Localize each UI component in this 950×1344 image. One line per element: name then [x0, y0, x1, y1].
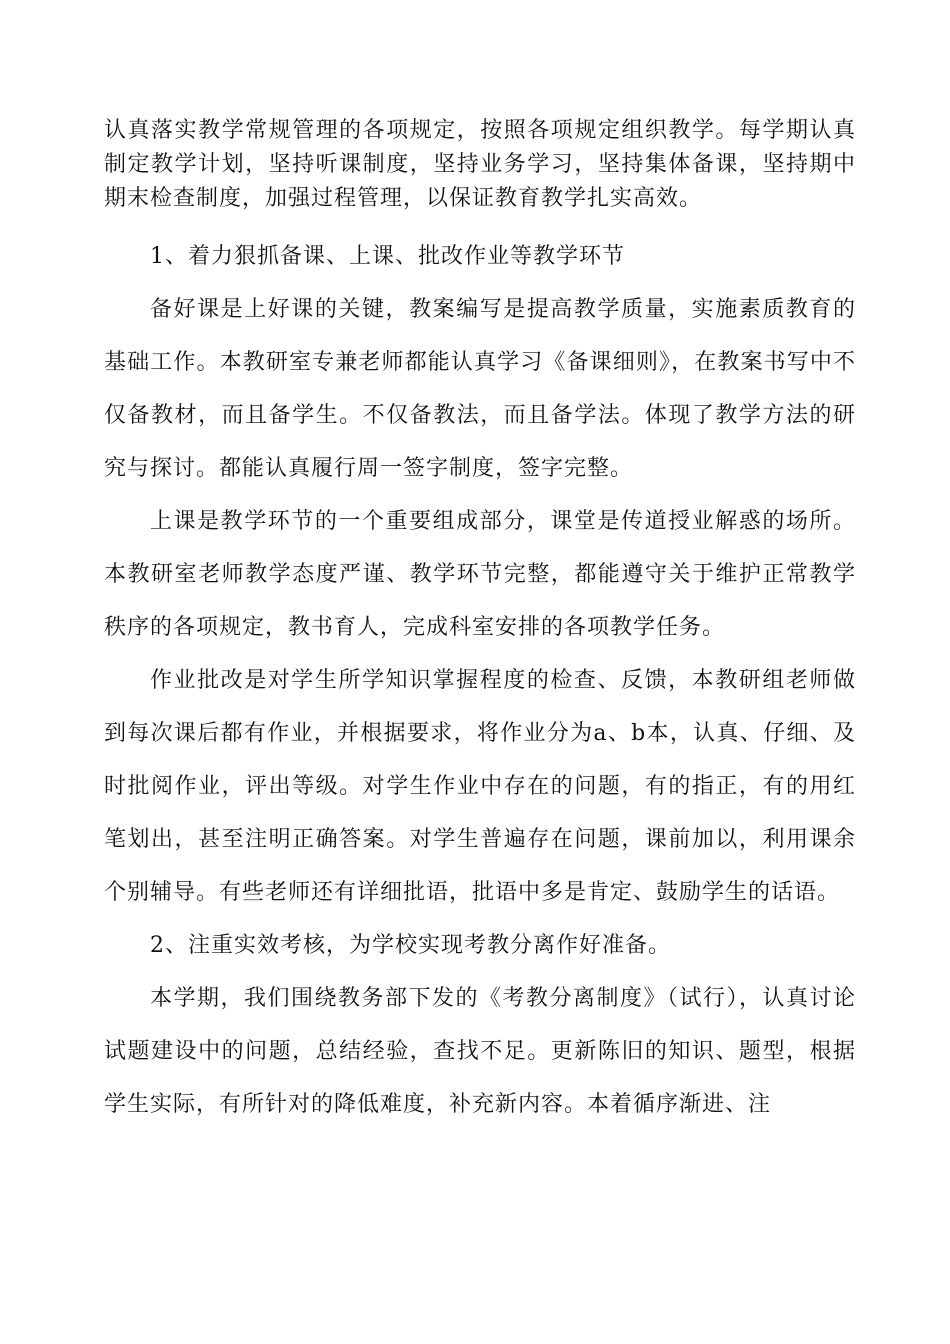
- paragraph-homework-correction: 作业批改是对学生所学知识掌握程度的检查、反馈，本教研组老师做到每次课后都有作业，并根据要求，将作业分为a、b本，认真、仔细、及时批阅作业，评出等级。对学生作业中存在的问题，有的指正，有的用红笔划出，甚至注明正确答案。对学生普遍存在问题，课前加以，利用课余个别辅导。有些老师还有详细批语，批语中多是肯定、鼓励学生的话语。: [104, 668, 856, 905]
- section-heading-teaching-links: 1、着力狠抓备课、上课、批改作业等教学环节: [150, 244, 625, 269]
- paragraph-exam-separation: 本学期，我们围绕教务部下发的《考教分离制度》（试行），认真讨论试题建设中的问题，总结经验，查找不足。更新陈旧的知识、题型，根据学生实际，有所针对的降低难度，补充新内容。本着循序渐进、注: [104, 986, 856, 1117]
- paragraph-routine-management: 认真落实教学常规管理的各项规定，按照各项规定组织教学。每学期认真制定教学计划，坚持听课制度，坚持业务学习，坚持集体备课，坚持期中期末检查制度，加强过程管理，以保证教育教学扎实高效。: [104, 118, 856, 211]
- paragraph-lesson-preparation: 备好课是上好课的关键，教案编写是提高教学质量，实施素质教育的基础工作。本教研室专兼老师都能认真学习《备课细则》，在教案书写中不仅备教材，而且备学生。不仅备教法，而且备学法。体现了教学方法的研究与探讨。都能认真履行周一签字制度，签字完整。: [104, 297, 856, 481]
- document-body: [104, 114, 856, 1131]
- paragraph-classroom-teaching: 上课是教学环节的一个重要组成部分，课堂是传道授业解惑的场所。本教研室老师教学态度严谨、教学环节完整，都能遵守关于维护正常教学秩序的各项规定，教书育人，完成科室安排的各项教学任务。: [104, 509, 856, 640]
- section-heading-assessment: 2、注重实效考核，为学校实现考教分离作好准备。: [150, 933, 671, 958]
